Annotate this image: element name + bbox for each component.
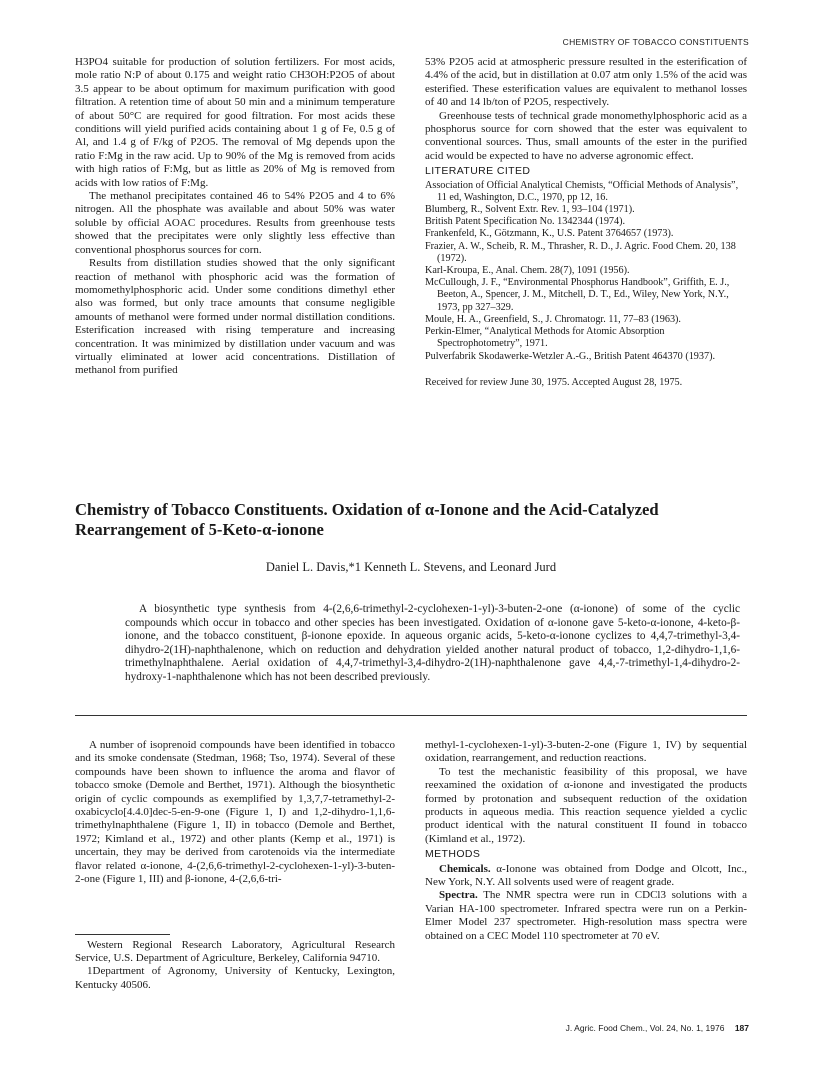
page-number: 187 bbox=[734, 1023, 749, 1033]
reference-item: Karl-Kroupa, E., Anal. Chem. 28(7), 1091 (1956). bbox=[425, 265, 630, 277]
abstract: A biosynthetic type synthesis from 4-(2,6,6-trimethyl-2-cyclohexen-1-yl)-3-buten-2-one (α-ionone) of some of the cyclic compounds which occur in tobacco and other species has been investigated. Oxidation of α-ionone gave 5-keto-α-ionone, 4-keto-β-ionone, and the tobacco constituent, β-ionone epoxide. In aqueous organic acids, 5-keto-α-ionone cyclizes to 4,4,7-trimethyl-3,4-dihydro-2(1H)-naphthalenone, which on reduction and dehydration yielded another natural product of tobacco, 1,2-dihydro-1,1,6-trimethylnaphthalene. Aerial oxidation of 4,4,7-trimethyl-3,4-dihydro-2(1H)-naphthalenone gave 4,4,-7-trimethyl-1,4-dihydro-2-hydroxy-1-naphthalenone which has not been described previously. bbox=[125, 603, 740, 683]
methods-heading: METHODS bbox=[425, 848, 481, 861]
top-left-column bbox=[75, 56, 395, 378]
top-right-column bbox=[425, 56, 747, 389]
page-footer bbox=[566, 1023, 749, 1033]
paragraph: methyl-1-cyclohexen-1-yl)-3-buten-2-one (Figure 1, IV) by sequential oxidation, rearrangement, and reduction reactions. bbox=[425, 739, 747, 765]
methods-text: The NMR spectra were run in CDCl3 solutions with a Varian HA-100 spectrometer. Infrared spectra were run on a Perkin-Elmer Model 237 spectrometer. High-resolution mass spectra were obtained on a CEC Model 110 spectrometer at 70 eV. bbox=[425, 889, 747, 942]
footer-citation: J. Agric. Food Chem., Vol. 24, No. 1, 1976 bbox=[565, 1023, 725, 1033]
methods-label: Chemicals. bbox=[439, 862, 491, 875]
reference-item: Association of Official Analytical Chemists, “Official Methods of Analysis”, 11 ed, Washington, D.C., 1970, pp 12, 16. bbox=[425, 179, 739, 203]
reference-item: Pulverfabrik Skodawerke-Wetzler A.-G., British Patent 464370 (1937). bbox=[425, 350, 716, 362]
received-note: Received for review June 30, 1975. Accepted August 28, 1975. bbox=[425, 376, 683, 388]
paragraph: To test the mechanistic feasibility of this proposal, we have reexamined the oxidation of α-ionone and investigated the products formed by protonation and subsequent reduction of the oxidation products in aqueous media. This reaction sequence yielded a cyclic product identical with the natural constituent II found in tobacco (Kimland et al., 1972). bbox=[425, 765, 747, 845]
reference-item: Frazier, A. W., Scheib, R. M., Thrasher, R. D., J. Agric. Food Chem. 20, 138 (1972). bbox=[425, 240, 736, 264]
footnote: Western Regional Research Laboratory, Agricultural Research Service, U.S. Department of Agriculture, Berkeley, California 94710. bbox=[75, 939, 395, 965]
reference-item: British Patent Specification No. 1342344 (1974). bbox=[425, 216, 626, 228]
footnote: 1Department of Agronomy, University of Kentucky, Lexington, Kentucky 40506. bbox=[75, 965, 395, 991]
paragraph: 53% P2O5 acid at atmospheric pressure resulted in the esterification of 4.4% of the acid, but in distillation at 0.07 atm only 1.5% of the acid was esterified. These esterification values are equivalent to methanol losses of 40 and 14 lb/ton of P2O5, respectively. bbox=[425, 56, 747, 109]
reference-item: Frankenfeld, K., Götzmann, K., U.S. Patent 3764657 (1973). bbox=[425, 228, 674, 240]
reference-item: Perkin-Elmer, “Analytical Methods for Atomic Absorption Spectrophotometry”, 1971. bbox=[425, 326, 665, 350]
footnotes bbox=[75, 939, 395, 992]
methods-text: α-Ionone was obtained from Dodge and Olcott, Inc., New York, N.Y. All solvents used were of reagent grade. bbox=[425, 862, 747, 889]
paragraph: A number of isoprenoid compounds have been identified in tobacco and its smoke condensate (Stedman, 1968; Tso, 1974). Several of these compounds have been shown to influence the aroma and flavor of tobacco smoke (Demole and Berthet, 1971). Although the biosynthetic origin of cyclic compounds as exemplified by 1,3,7,7-tetramethyl-2-oxabicyclo[4.4.0]dec-5-en-9-one (Figure 1, I) and 1,2-dihydro-1,1,6-trimethylnaphthalene (Figure 1, II) in tobacco (Demole and Berthet, 1972; Kimland et al., 1972) and other plants (Kemp et al., 1971) is uncertain, they may be derived from carotenoids via the intermediate flavor related α-ionone, 4-(2,6,6-trimethyl-2-cyclohexen-1-yl)-3-buten-2-one (Figure 1, III) and β-ionone, 4-(2,6,6-tri- bbox=[75, 739, 395, 886]
literature-heading: LITERATURE CITED bbox=[425, 165, 531, 178]
article-title: Chemistry of Tobacco Constituents. Oxidation of α-Ionone and the Acid-Catalyzed Rearrangement of 5-Keto-α-ionone bbox=[75, 500, 659, 539]
paragraph: The methanol precipitates contained 46 to 54% P2O5 and 4 to 6% nitrogen. All the phosphate was available and about 50% was water soluble by official AOAC procedures. Results from greenhouse tests showed that the precipitates were only slightly less effective than conventional phosphorus sources for corn. bbox=[75, 190, 395, 256]
body-right-column bbox=[425, 739, 747, 943]
paragraph: Greenhouse tests of technical grade monomethylphosphoric acid as a phosphorus source for corn showed that the ester was equivalent to conventional sources. Thus, small amounts of the ester in the purified acid would be expected to have no adverse agronomic effect. bbox=[425, 109, 747, 162]
paragraph: Results from distillation studies showed that the only significant reaction of methanol with phosphoric acid was the formation of momomethylphosphoric acid. Under some conditions dimethyl ether also was formed, but only trace amounts that consume negligible amounts of methanol were formed under normal distillation conditions. Esterification increased with rising temperature and increasing concentration. It was minimized by distillation under vacuum and was virtually eliminated at lower acid concentrations. Distillation of methanol from purified bbox=[75, 257, 395, 377]
reference-item: Moule, H. A., Greenfield, S., J. Chromatogr. 11, 77–83 (1963). bbox=[425, 313, 681, 325]
paragraph: H3PO4 suitable for production of solution fertilizers. For most acids, mole ratio N:P of about 0.175 and weight ratio CH3OH:P2O5 of about 3.5 appear to be about optimum for maximum purification with good filtration. A retention time of about 50 min and a minimum temperature of about 50°C are required for good filtration. For most acids these conditions will yield purified acids containing about 1 g of Fe, 0.5 g of Al, and 1.4 g of F/kg of P2O5. The removal of Mg depends upon the ratio F:Mg in the raw acid. Up to 90% of the Mg is removed from acids with high ratios of F:Mg, but as little as 20% of Mg is removed from acids with low ratios of F:Mg. bbox=[75, 56, 395, 189]
methods-paragraph bbox=[425, 863, 747, 890]
footnote-divider bbox=[75, 934, 170, 935]
methods-paragraph bbox=[425, 889, 747, 943]
running-head: CHEMISTRY OF TOBACCO CONSTITUENTS bbox=[562, 37, 749, 47]
reference-item: McCullough, J. F., “Environmental Phosphorus Handbook”, Griffith, E. J., Beeton, A., Spencer, J. M., Mitchell, D. T., Ed., Wiley, New York, N.Y., 1973, pp 327–329. bbox=[425, 277, 730, 313]
authors: Daniel L. Davis,*1 Kenneth L. Stevens, and Leonard Jurd bbox=[265, 560, 557, 574]
abstract-divider bbox=[75, 715, 747, 716]
reference-item: Blumberg, R., Solvent Extr. Rev. 1, 93–104 (1971). bbox=[425, 204, 635, 216]
body-left-column bbox=[75, 739, 395, 886]
methods-label: Spectra. bbox=[439, 889, 478, 902]
reference-list bbox=[425, 180, 747, 363]
